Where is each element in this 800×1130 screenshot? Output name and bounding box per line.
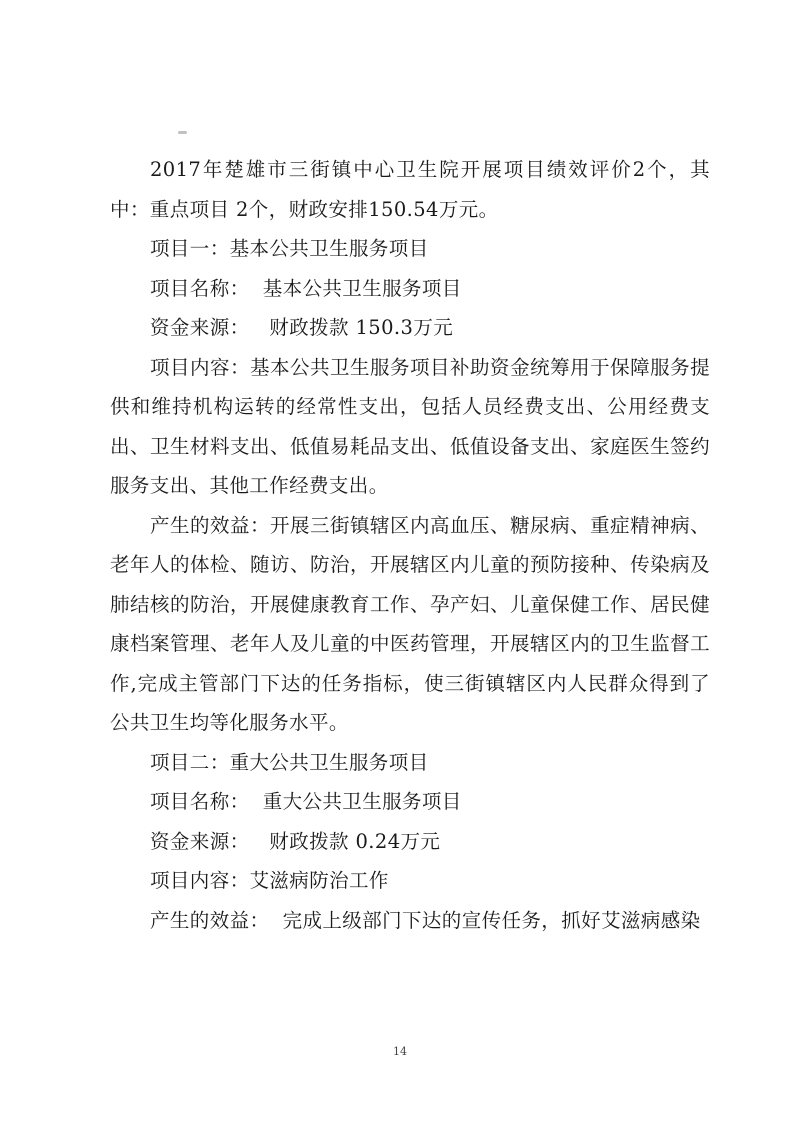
page-number: 14 xyxy=(393,1045,407,1058)
paragraph-project-two-name: 项目名称： 重大公共卫生服务项目 xyxy=(150,790,462,813)
paragraph-project-one-benefit: 产生的效益：开展三街镇辖区内高血压、糖尿病、重症精神病、老年人的体检、随访、防治，开展辖区内儿童的预防接种、传染病及肺结核的防治，开展健康教育工作、孕产妇、儿童保健工作、居民健康档案管理、老年人及儿童的中医药管理，开展辖区内的卫生监督工作,完成主管部门下达的任务指标，使三街镇辖区内人民群众得到了公共卫生均等化服务水平。 xyxy=(110,513,710,734)
paragraph-project-one-heading: 项目一：基本公共卫生服务项目 xyxy=(150,237,429,260)
paragraph-project-two-funding: 资金来源： 财政拨款 0.24万元 xyxy=(150,829,441,853)
paragraph-project-two-content: 项目内容：艾滋病防治工作 xyxy=(150,869,389,892)
paragraph-project-one-name: 项目名称： 基本公共卫生服务项目 xyxy=(150,276,462,300)
paragraph-project-one-content: 项目内容：基本公共卫生服务项目补助资金统筹用于保障服务提供和维持机构运转的经常性支出，包括人员经费支出、公用经费支出、卫生材料支出、低值易耗品支出、低值设备支出、家庭医生签约服务支出、其他工作经费支出。 xyxy=(110,355,710,497)
scan-speck xyxy=(178,131,187,134)
paragraph-project-one-funding: 资金来源： 财政拨款 150.3万元 xyxy=(150,316,454,339)
paragraph-project-two-benefit: 产生的效益： 完成上级部门下达的宣传任务，抓好艾滋病感染 xyxy=(150,908,701,932)
paragraph-project-two-heading: 项目二：重大公共卫生服务项目 xyxy=(150,750,429,774)
paragraph-summary: 2017年楚雄市三街镇中心卫生院开展项目绩效评价2个，其中：重点项目 2个，财政安排150.54万元。 xyxy=(110,158,710,221)
document-body xyxy=(110,150,710,940)
